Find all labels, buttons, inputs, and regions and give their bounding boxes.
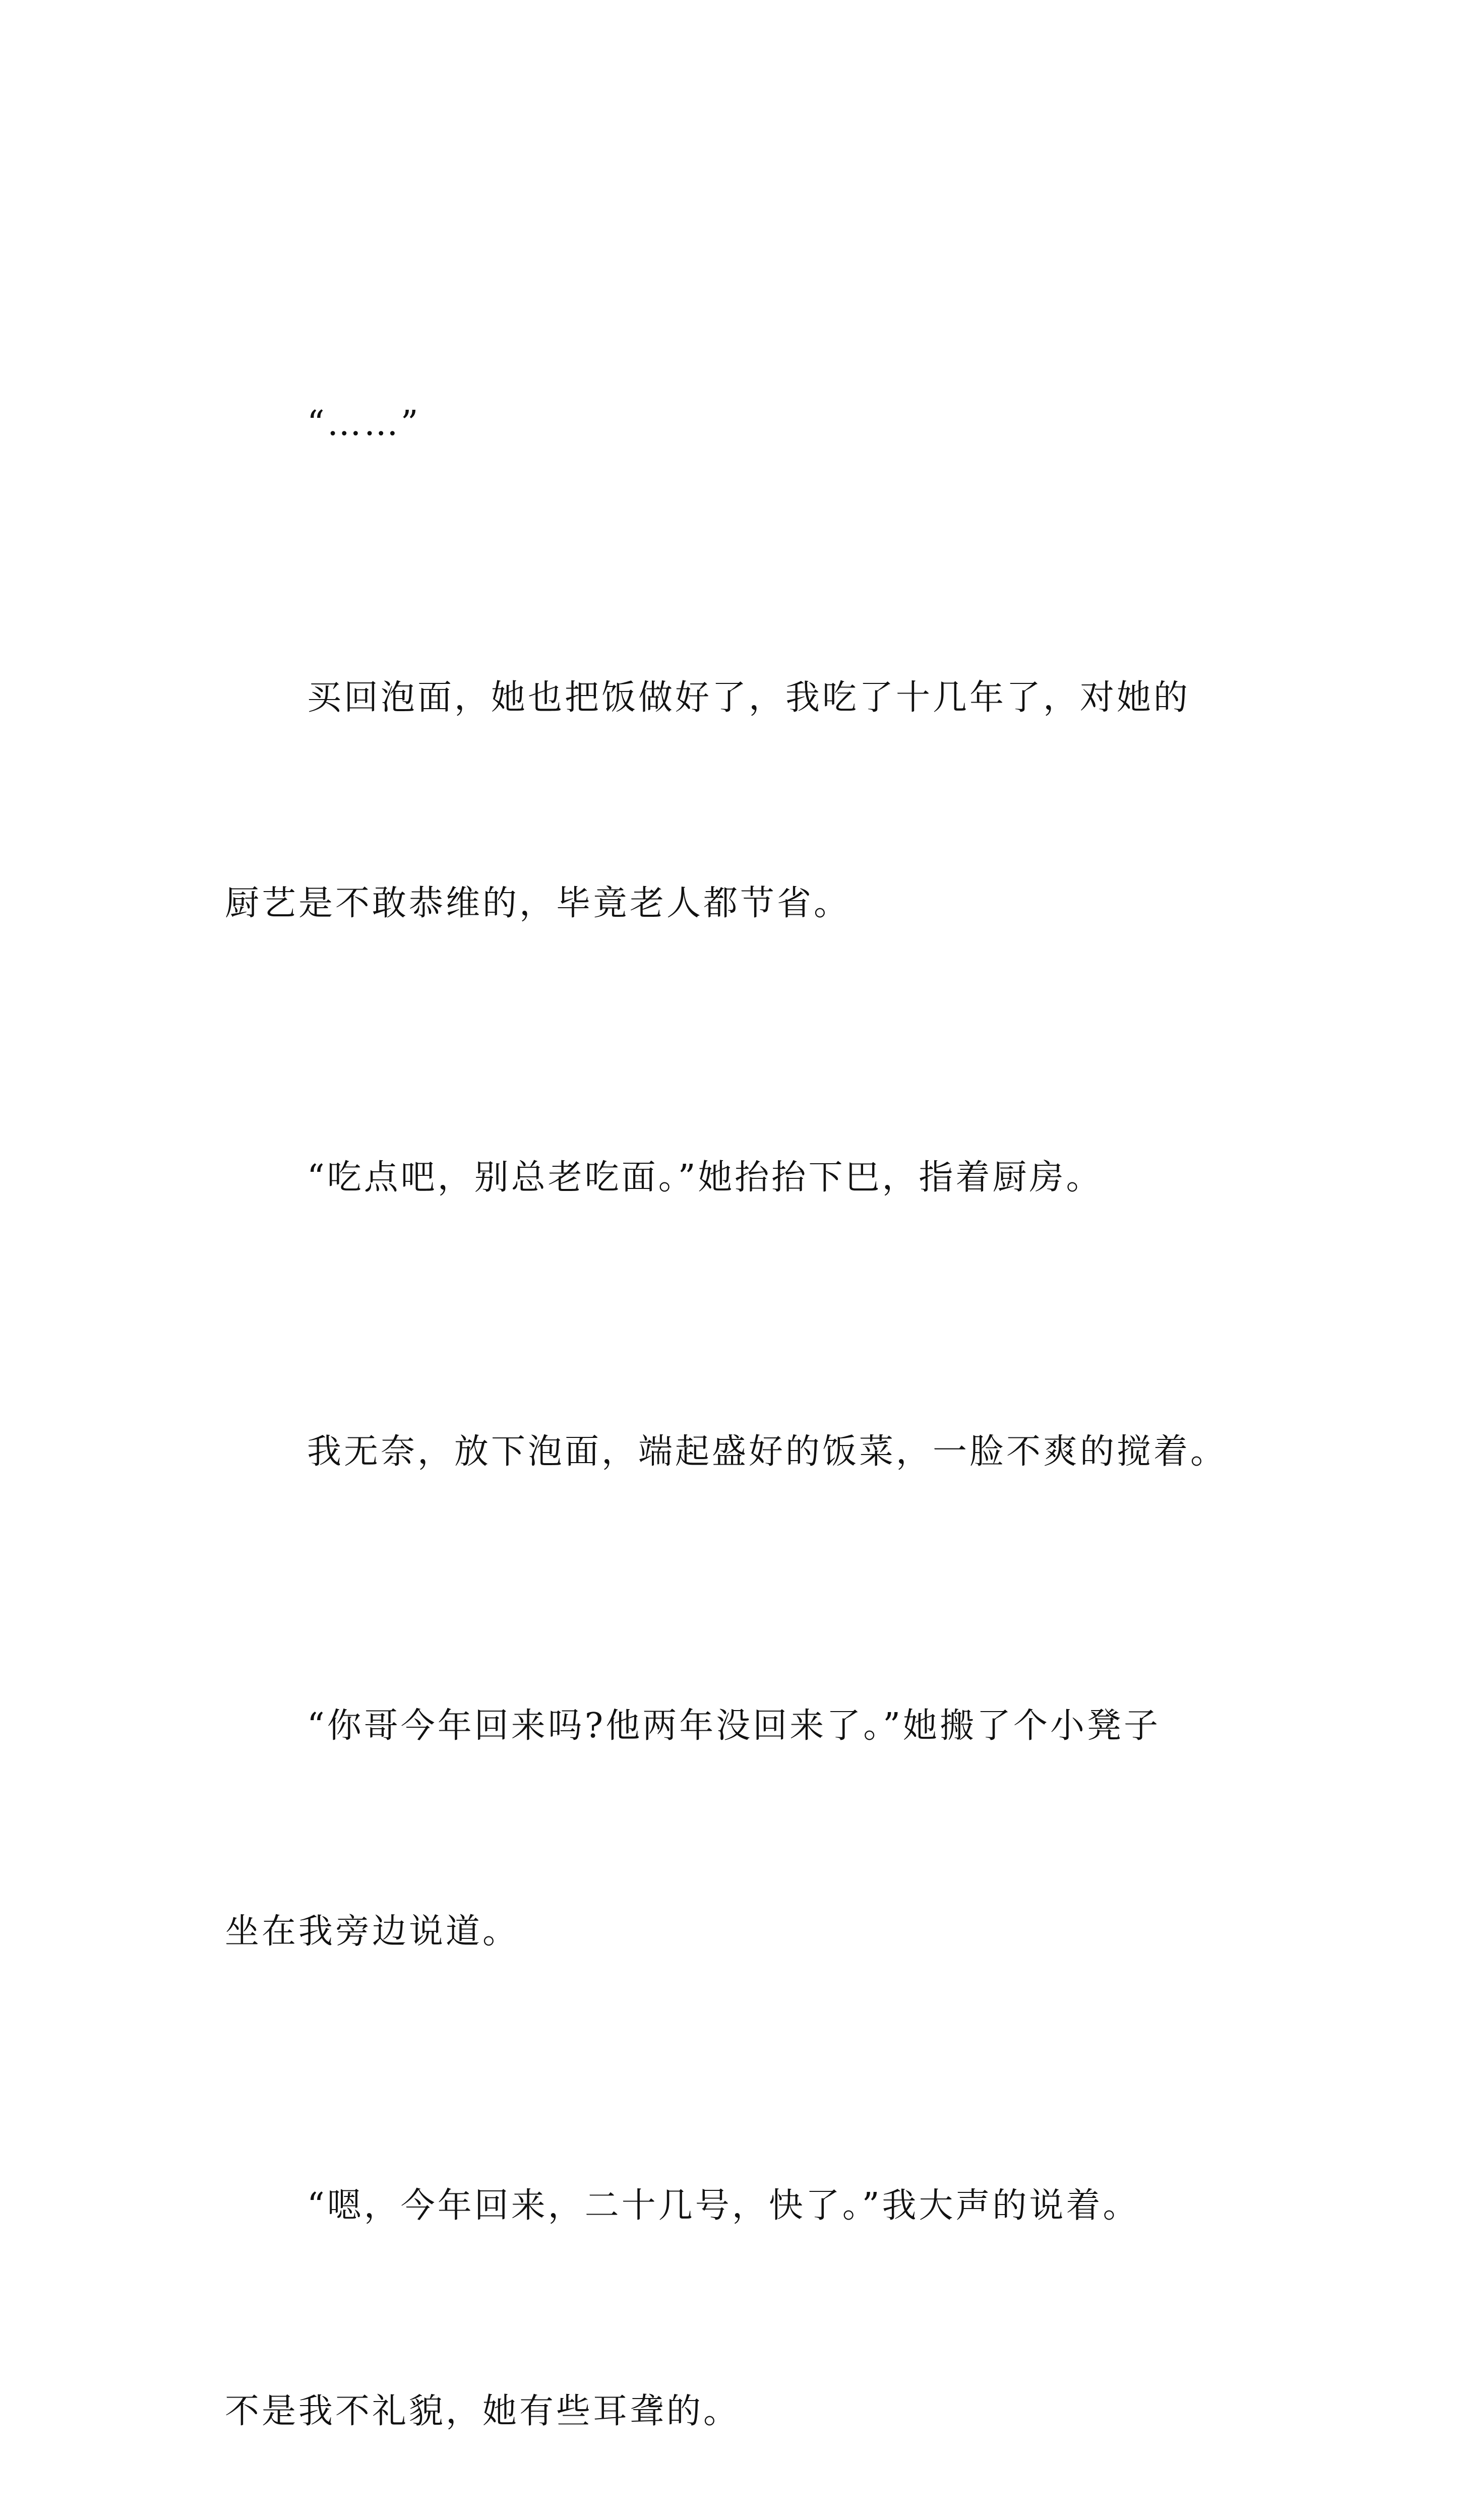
text-line: 不是我不礼貌，她有些耳聋的。 xyxy=(225,2391,741,2431)
text-line: 厨艺是不敢恭维的，毕竟老人都节省。 xyxy=(225,884,851,923)
text-line: 买回泡面，她也把饭做好了，我吃了十几年了，对她的 xyxy=(307,678,1191,718)
text-line: 我无奈，放下泡面，端起盛好的饭菜，一脸不爽的搅着。 xyxy=(307,1432,1228,1472)
body-text xyxy=(225,184,1253,2520)
text-line: “嗯，今年回来，二十几号，快了。”我大声的说着。 xyxy=(307,2186,1140,2226)
text-line: “你哥今年回来吗?他两年没回来了。”她搬了个小凳子 xyxy=(307,1706,1161,1746)
text-line: “……” xyxy=(307,404,421,444)
text-line: “吃点吧，别总老吃面。”她抬抬下巴，指着厨房。 xyxy=(307,1158,1103,1198)
text-line: 坐在我旁边说道。 xyxy=(225,1912,520,1951)
